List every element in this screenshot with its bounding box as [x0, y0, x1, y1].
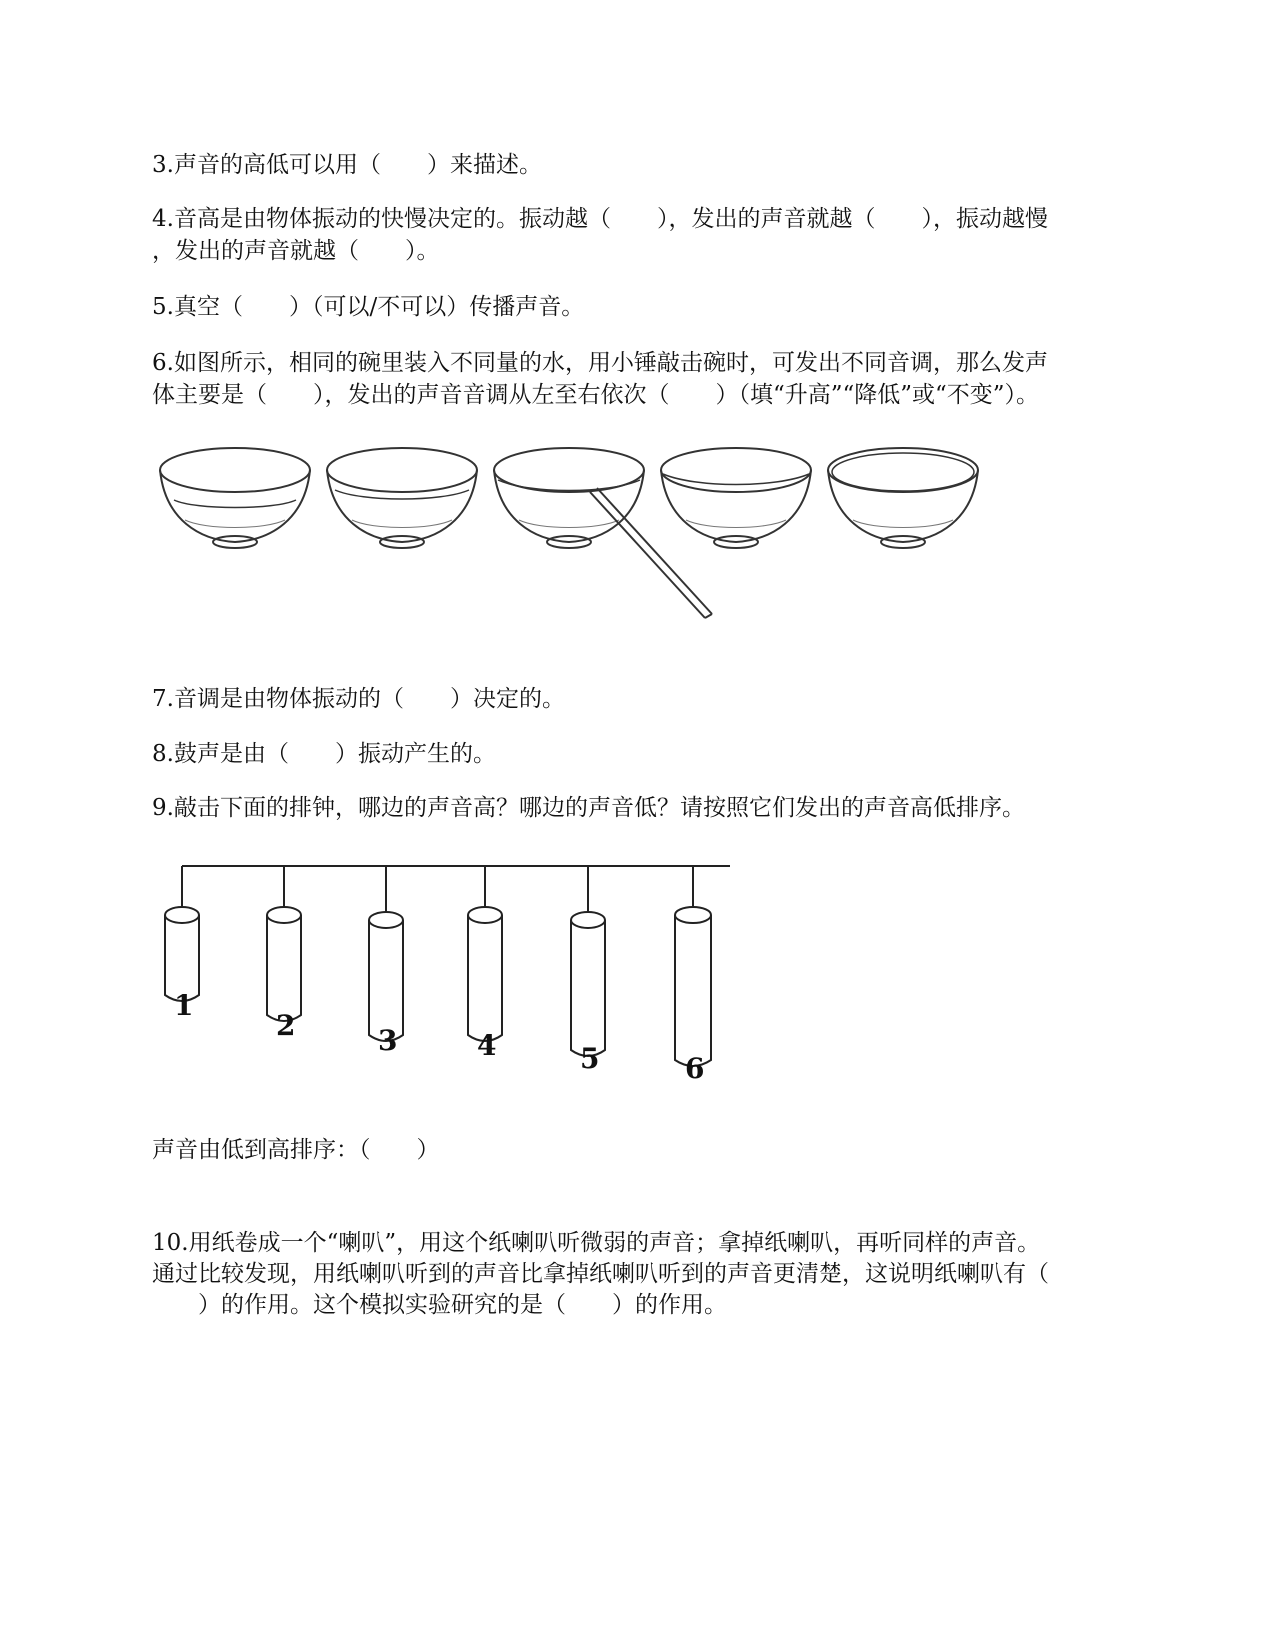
bowl-2: [327, 448, 477, 548]
bell-2: [267, 866, 301, 1021]
mallet-stick: [590, 488, 712, 618]
bowl-3: [494, 448, 644, 548]
bell-label-5: 5: [580, 1042, 600, 1075]
bell-label-3: 3: [378, 1024, 398, 1057]
question-9-answer: 声音由低到高排序：（ ）: [152, 1137, 440, 1163]
bell-6: [675, 866, 711, 1066]
bowl-5: [828, 448, 978, 548]
question-5: 5.真空（ ）（可以/不可以）传播声音。: [152, 294, 585, 320]
question-4-line-1: 4.音高是由物体振动的快慢决定的。振动越（ ），发出的声音就越（ ），振动越慢: [152, 206, 1048, 232]
question-6-line-1: 6.如图所示，相同的碗里装入不同量的水，用小锤敲击碗时，可发出不同音调，那么发声: [152, 350, 1048, 376]
bell-label-2: 2: [276, 1009, 296, 1042]
bell-label-6: 6: [685, 1052, 705, 1085]
question-7: 7.音调是由物体振动的（ ）决定的。: [152, 686, 565, 712]
bell-5: [571, 866, 605, 1056]
bell-label-1: 1: [174, 989, 194, 1022]
bowl-1: [160, 448, 310, 548]
question-3: 3.声音的高低可以用（ ）来描述。: [152, 152, 542, 178]
bowls-figure: [160, 440, 1020, 650]
bowl-4: [661, 448, 811, 548]
bell-label-4: 4: [477, 1029, 497, 1062]
question-10-line-3: ）的作用。这个模拟实验研究的是（ ）的作用。: [152, 1292, 727, 1318]
question-4-line-2: ，发出的声音就越（ ）。: [152, 238, 440, 264]
question-10-line-2: 通过比较发现，用纸喇叭听到的声音比拿掉纸喇叭听到的声音更清楚，这说明纸喇叭有（: [152, 1261, 1049, 1287]
question-10-line-1: 10.用纸卷成一个“喇叭”，用这个纸喇叭听微弱的声音；拿掉纸喇叭，再听同样的声音。: [152, 1230, 1041, 1256]
question-6-line-2: 体主要是（ ），发出的声音音调从左至右依次（ ）（填“升高”“降低”或“不变”）。: [152, 382, 1040, 408]
bell-1: [165, 866, 199, 1001]
bell-3: [369, 866, 403, 1041]
question-9: 9.敲击下面的排钟，哪边的声音高？哪边的声音低？请按照它们发出的声音高低排序。: [152, 795, 1025, 821]
bells-figure: [160, 860, 760, 1110]
bell-4: [468, 866, 502, 1041]
question-8: 8.鼓声是由（ ）振动产生的。: [152, 741, 496, 767]
